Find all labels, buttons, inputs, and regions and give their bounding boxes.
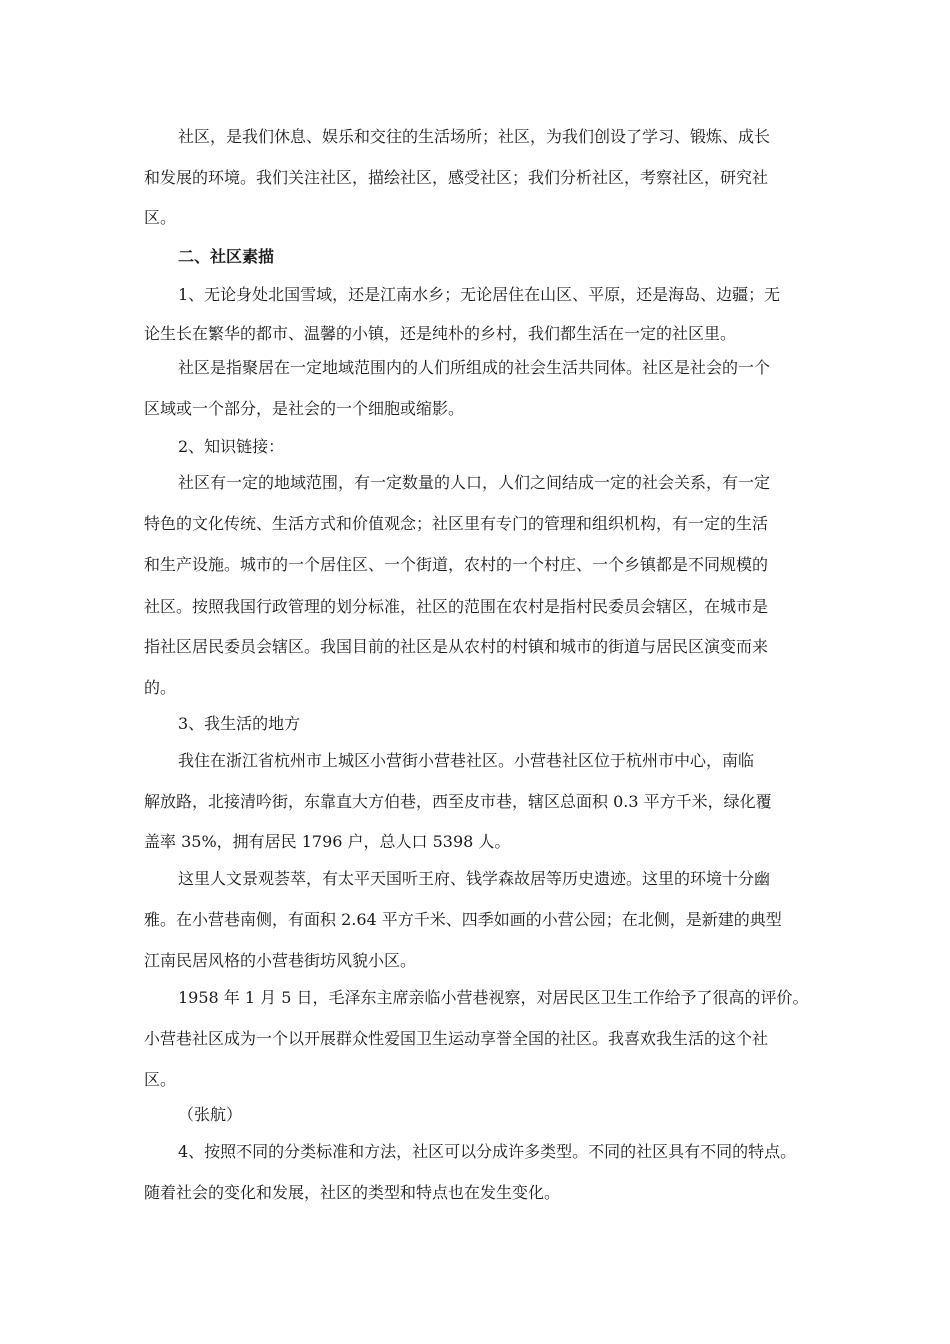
subsection-heading: 3、我生活的地方 — [178, 714, 301, 733]
paragraph-line: 特色的文化传统、生活方式和价值观念；社区里有专门的管理和组织机构，有一定的生活 — [144, 514, 769, 533]
paragraph-line: 江南民居风格的小营巷街坊风貌小区。 — [144, 951, 417, 970]
paragraph-line: 社区有一定的地域范围，有一定数量的人口，人们之间结成一定的社会关系，有一定 — [178, 473, 771, 492]
paragraph-line: 社区。按照我国行政管理的划分标准，社区的范围在农村是指村民委员会辖区，在城市是 — [144, 597, 769, 616]
paragraph-line: 我住在浙江省杭州市上城区小营街小营巷社区。小营巷社区位于杭州市中心，南临 — [178, 751, 755, 770]
paragraph-line: 盖率 35%，拥有居民 1796 户，总人口 5398 人。 — [144, 832, 511, 851]
paragraph-line: 4、按照不同的分类标准和方法，社区可以分成许多类型。不同的社区具有不同的特点。 — [178, 1142, 797, 1161]
paragraph-line: 的。 — [144, 678, 177, 697]
paragraph-line: 区。 — [144, 1070, 177, 1089]
paragraph-line: 论生长在繁华的都市、温馨的小镇，还是纯朴的乡村，我们都生活在一定的社区里。 — [144, 324, 737, 343]
paragraph-line: 社区是指聚居在一定地域范围内的人们所组成的社会生活共同体。社区是社会的一个 — [178, 358, 771, 377]
paragraph-line: 区。 — [144, 208, 177, 227]
paragraph-line: 1958 年 1 月 5 日，毛泽东主席亲临小营巷视察，对居民区卫生工作给予了很高的评价。 — [178, 988, 809, 1007]
paragraph-line: 雅。在小营巷南侧，有面积 2.64 平方千米、四季如画的小营公园；在北侧，是新建的典型 — [144, 910, 782, 929]
paragraph-line: 解放路，北接清吟街，东靠直大方伯巷，西至皮市巷，辖区总面积 0.3 平方千米，绿化覆 — [144, 792, 772, 811]
paragraph-line: 区域或一个部分，是社会的一个细胞或缩影。 — [144, 399, 465, 418]
subsection-heading: 2、知识链接： — [178, 437, 285, 456]
paragraph-line: 和发展的环境。我们关注社区，描绘社区，感受社区；我们分析社区，考察社区，研究社 — [144, 168, 769, 187]
paragraph-line: 这里人文景观荟萃，有太平天国听王府、钱学森故居等历史遗迹。这里的环境十分幽 — [178, 869, 771, 888]
paragraph-line: 指社区居民委员会辖区。我国目前的社区是从农村的村镇和城市的街道与居民区演变而来 — [144, 637, 769, 656]
paragraph-line: 和生产设施。城市的一个居住区、一个街道，农村的一个村庄、一个乡镇都是不同规模的 — [144, 555, 769, 574]
section-heading: 二、社区素描 — [178, 247, 275, 266]
author-credit: （张航） — [178, 1105, 243, 1124]
paragraph-line: 1、无论身处北国雪域，还是江南水乡；无论居住在山区、平原，还是海岛、边疆；无 — [178, 285, 781, 304]
paragraph-line: 随着社会的变化和发展，社区的类型和特点也在发生变化。 — [144, 1183, 561, 1202]
paragraph-line: 小营巷社区成为一个以开展群众性爱国卫生运动享誉全国的社区。我喜欢我生活的这个社 — [144, 1029, 769, 1048]
paragraph-line: 社区，是我们休息、娱乐和交往的生活场所；社区，为我们创设了学习、锻炼、成长 — [178, 127, 771, 146]
